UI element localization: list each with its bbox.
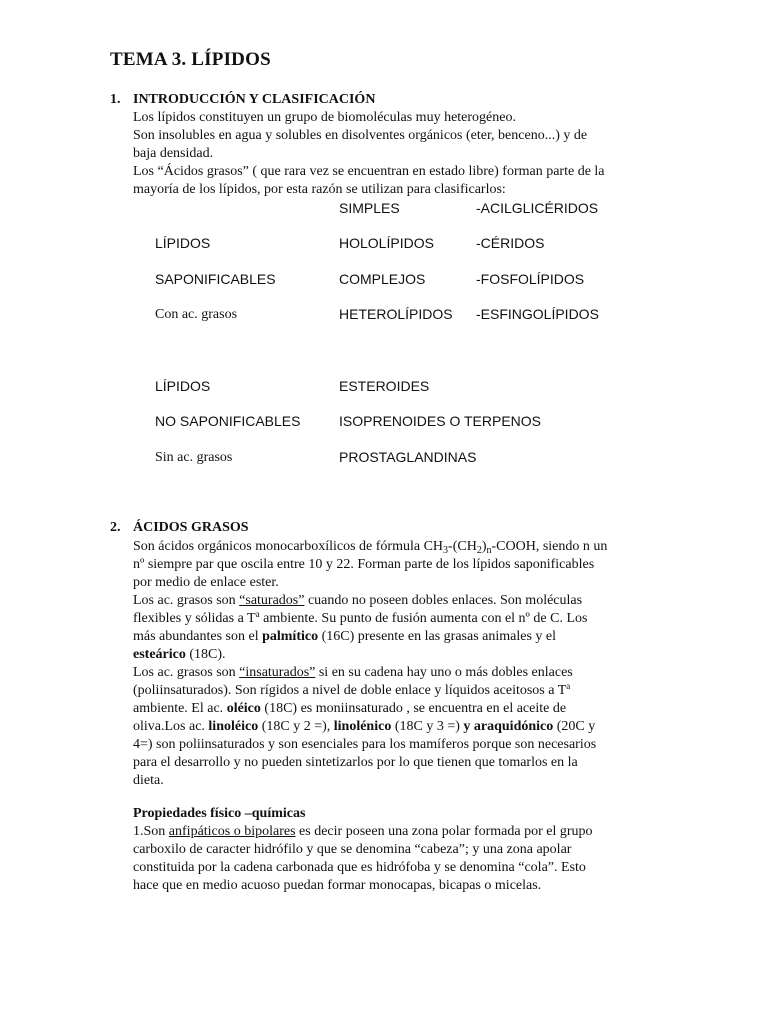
class-acilgliceridos: -ACILGLICÉRIDOS <box>476 200 599 216</box>
insaturados-l4-post: (20C y <box>553 719 596 734</box>
section1-number: 1. <box>110 92 121 107</box>
insaturados-l4-pre: oliva.Los ac. <box>133 719 209 734</box>
propiedades-line-4: hace que en medio acuoso puedan formar monocapas, bicapas o micelas. <box>133 878 542 893</box>
class-lipidos-label-2: LÍPIDOS <box>155 378 211 394</box>
section1-heading: INTRODUCCIÓN Y CLASIFICACIÓN <box>133 92 376 107</box>
class-prostaglandinas: PROSTAGLANDINAS <box>339 449 477 465</box>
insaturados-l4-m1: (18C y 2 =), <box>258 719 334 734</box>
class-complejos: COMPLEJOS <box>339 271 426 287</box>
saturados-l2-post: ambiente. Su punto de fusión aumenta con el nº de C. Los <box>259 611 588 626</box>
class-ceridos: -CÉRIDOS <box>476 235 545 251</box>
class-sin-ac-grasos: Sin ac. grasos <box>155 450 233 465</box>
saturados-term: “saturados” <box>239 593 305 608</box>
oleico-term: oléico <box>226 701 261 716</box>
saturados-l3-post: (16C) presente en las grasas animales y el <box>318 629 557 644</box>
section2-number: 2. <box>110 520 121 535</box>
linoleico-term: linoléico <box>208 719 259 734</box>
propiedades-line-2: carboxilo de caracter hidrófilo y que se denomina “cabeza”; y una zona apolar <box>133 842 572 857</box>
section1-line-2: Son insolubles en agua y solubles en disolventes orgánicos (eter, benceno...) y de <box>133 128 588 143</box>
class-saponificables-label: SAPONIFICABLES <box>155 271 276 287</box>
anfipaticos-term: anfipáticos o bipolares <box>168 824 296 839</box>
propiedades-heading: Propiedades físico –químicas <box>133 806 306 821</box>
saturados-l4-post: (18C). <box>185 647 226 662</box>
propiedades-l1-post: es decir poseen una zona polar formada por el grupo <box>295 824 593 839</box>
class-esfingolipidos: -ESFINGOLÍPIDOS <box>476 306 599 322</box>
saturados-pre: Los ac. grasos son <box>133 593 240 608</box>
class-isoprenoides: ISOPRENOIDES O TERPENOS <box>339 413 542 429</box>
propiedades-line-1 <box>133 823 593 841</box>
class-heterolipidos: HETEROLÍPIDOS <box>339 306 453 322</box>
class-hololipidos: HOLOLÍPIDOS <box>339 235 434 251</box>
insaturados-post: si en su cadena hay uno o más dobles enlaces <box>315 665 573 680</box>
section1-line-3: baja densidad. <box>133 146 214 161</box>
section1-line-1: Los lípidos constituyen un grupo de biomoléculas muy heterogéneo. <box>133 110 516 125</box>
saturados-line-4 <box>133 646 226 664</box>
estearico-term: esteárico <box>133 647 186 662</box>
saturados-l2-sup: a <box>255 609 260 619</box>
saturados-l2-pre: flexibles y sólidas a T <box>133 611 256 626</box>
formula-text-post: -COOH, siendo n un <box>491 539 608 554</box>
insaturados-line-6: para el desarrollo y no pueden sintetizarlos por lo que tienen que tomarlos en la <box>133 755 578 770</box>
section2-heading: ÁCIDOS GRASOS <box>133 520 249 535</box>
araquidonico-term: y araquidónico <box>463 719 554 734</box>
class-con-ac-grasos: Con ac. grasos <box>155 307 238 322</box>
insaturados-l4-m2: (18C y 3 =) <box>391 719 464 734</box>
class-esteroides: ESTEROIDES <box>339 378 430 394</box>
saturados-line-1 <box>133 592 582 610</box>
propiedades-l1-pre: 1.Son <box>133 824 169 839</box>
page-title: TEMA 3. LÍPIDOS <box>110 49 271 70</box>
saturados-l3-pre: más abundantes son el <box>133 629 263 644</box>
insaturados-term: “insaturados” <box>239 665 316 680</box>
class-lipidos-label: LÍPIDOS <box>155 235 211 251</box>
palmitico-term: palmítico <box>262 629 319 644</box>
insaturados-pre: Los ac. grasos son <box>133 665 240 680</box>
formula-text-mid: -(CH <box>448 539 477 554</box>
saturados-post: cuando no poseen dobles enlaces. Son moléculas <box>304 593 583 608</box>
insaturados-l2-sup: a <box>566 681 571 691</box>
formula-subscript-3: 3 <box>443 545 449 556</box>
formula-subscript-2: 2 <box>476 545 482 556</box>
section1-line-5: mayoría de los lípidos, por esta razón se utilizan para clasificarlos: <box>133 182 506 197</box>
insaturados-line-3 <box>133 700 566 718</box>
insaturados-line-5: 4=) son poliinsaturados y son esenciales para los mamíferos porque son necesarios <box>133 737 597 752</box>
section2-line-a2: por medio de enlace ester. <box>133 575 279 590</box>
class-simples: SIMPLES <box>339 200 400 216</box>
insaturados-line-2 <box>133 682 570 700</box>
class-fosfolipidos: -FOSFOLÍPIDOS <box>476 271 585 287</box>
formula-text-pre: Son ácidos orgánicos monocarboxílicos de fórmula CH <box>133 539 444 554</box>
insaturados-l3-pre: ambiente. El ac. <box>133 701 227 716</box>
saturados-line-3 <box>133 628 556 646</box>
linolenico-term: linolénico <box>333 719 392 734</box>
section1-line-4: Los “Ácidos grasos” ( que rara vez se encuentran en estado libre) forman parte de la <box>133 164 605 179</box>
section2-line-a1: nº siempre par que oscila entre 10 y 22. Forman parte de los lípidos saponificables <box>133 557 595 572</box>
insaturados-line-1 <box>133 664 573 682</box>
formula-paren: ) <box>481 539 487 554</box>
insaturados-l2-pre: (poliinsaturados). Son rígidos a nivel de doble enlace y líquidos aceitosos a T <box>133 683 567 698</box>
insaturados-line-7: dieta. <box>133 773 164 788</box>
class-no-saponificables-label: NO SAPONIFICABLES <box>155 413 301 429</box>
insaturados-line-4 <box>133 718 595 736</box>
propiedades-line-3: constituida por la cadena carbonada que es hidrófoba y se denomina “cola”. Esto <box>133 860 586 875</box>
formula-line <box>133 538 607 556</box>
saturados-line-2 <box>133 610 587 628</box>
formula-subscript-n: n <box>486 545 492 556</box>
insaturados-l3-post: (18C) es moniinsaturado , se encuentra en el aceite de <box>260 701 567 716</box>
